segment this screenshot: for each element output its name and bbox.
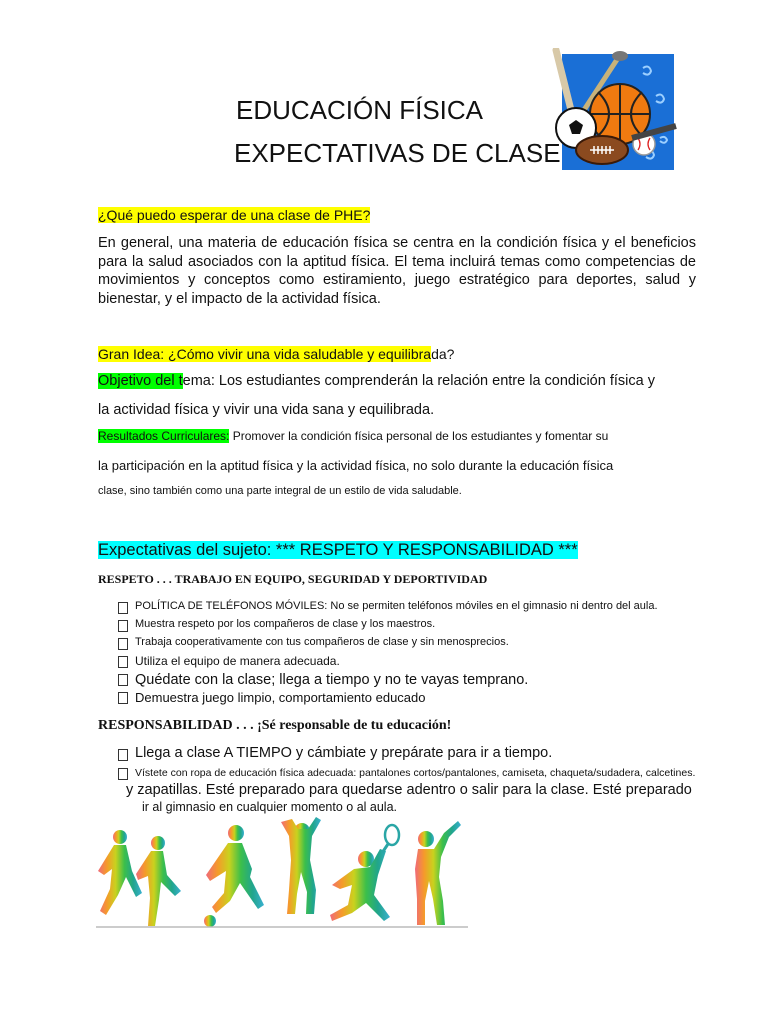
intro-paragraph: En general, una materia de educación física se centra en la condición física y el beneficios para la salud asociados con la aptitud física. El tema incluirá temas como competencias de movimientos y conceptos como estiramiento, juego estratégico para deportes, salud y bienestar, y el impacto de la actividad física. — [98, 235, 696, 307]
checkbox-icon — [118, 602, 128, 614]
list-item: Muestra respeto por los compañeros de clase y los maestros. — [118, 618, 658, 636]
checkbox-icon — [118, 638, 128, 650]
list-item: Utiliza el equipo de manera adecuada. — [118, 654, 658, 672]
jumper-silhouette — [281, 817, 321, 914]
responsabilidad-item-2-cont-2: ir al gimnasio en cualquier momento o al aula. — [142, 800, 397, 814]
list-item: POLÍTICA DE TELÉFONOS MÓVILES: No se permiten teléfonos móviles en el gimnasio ni dentro del aula. — [118, 600, 658, 618]
list-item: Quédate con la clase; llega a tiempo y no te vayas temprano. — [118, 672, 658, 690]
objective-line-2: la actividad física y vivir una vida sana y equilibrada. — [98, 402, 435, 418]
results-label: Resultados Curriculares: — [98, 429, 230, 443]
responsabilidad-heading: RESPONSABILIDAD . . . ¡Sé responsable de tu educación! — [98, 718, 452, 733]
responsabilidad-item-1: Llega a clase A TIEMPO y cámbiate y prepárate para ir a tiempo. — [118, 745, 552, 761]
results-rest: Promover la condición física personal de los estudiantes y fomentar su — [229, 429, 609, 443]
list-item: Demuestra juego limpio, comportamiento educado — [118, 690, 658, 708]
checkbox-icon — [118, 656, 128, 668]
results-line-2: la participación en la aptitud física y la actividad física, no solo durante la educación física — [98, 458, 614, 473]
sports-silhouettes-image — [96, 817, 468, 929]
checkbox-icon — [118, 692, 128, 704]
results-line-3: clase, sino también como una parte integral de un estilo de vida saludable. — [98, 485, 462, 497]
respeto-list — [118, 600, 658, 708]
intro-question: ¿Qué puedo esperar de una clase de PHE? — [98, 207, 371, 223]
results-line — [98, 429, 608, 443]
big-idea-label: Gran Idea: ¿Cómo vivir una vida saludable y equilibra — [98, 346, 432, 362]
list-item: Trabaja cooperativamente con tus compañeros de clase y sin menosprecios. — [118, 636, 658, 654]
golfer-silhouette — [415, 821, 461, 925]
checkbox-icon — [118, 674, 128, 686]
checkbox-icon — [118, 749, 128, 761]
runner-silhouette — [98, 830, 142, 915]
respeto-heading: RESPETO . . . TRABAJO EN EQUIPO, SEGURIDAD Y DEPORTIVIDAD — [98, 572, 488, 586]
big-idea-rest: da? — [431, 346, 455, 362]
soccer-player-silhouette — [204, 825, 264, 927]
checkbox-icon — [118, 620, 128, 632]
tennis-player-silhouette — [330, 825, 399, 921]
subject-heading: Expectativas del sujeto: *** RESPETO Y RESPONSABILIDAD *** — [98, 541, 578, 559]
sports-equipment-image — [548, 48, 680, 172]
objective-line — [98, 373, 655, 389]
page-title: EDUCACIÓN FÍSICA — [236, 95, 484, 125]
objective-label: Objetivo del t — [98, 373, 183, 389]
runner-silhouette-2 — [136, 836, 181, 926]
responsabilidad-item-2: Vístete con ropa de educación física adecuada: pantalones cortos/pantalones, camiseta, chaqueta/sudadera, calcetines. — [118, 767, 718, 780]
page-subtitle: EXPECTATIVAS DE CLASE — [234, 138, 561, 168]
checkbox-icon — [118, 768, 128, 780]
big-idea — [98, 346, 454, 362]
responsabilidad-item-2-cont: y zapatillas. Esté preparado para quedarse adentro o salir para la clase. Esté preparado — [126, 782, 692, 798]
stick-head-shape — [612, 51, 628, 61]
objective-rest: ema: Los estudiantes comprenderán la relación entre la condición física y — [182, 373, 655, 389]
